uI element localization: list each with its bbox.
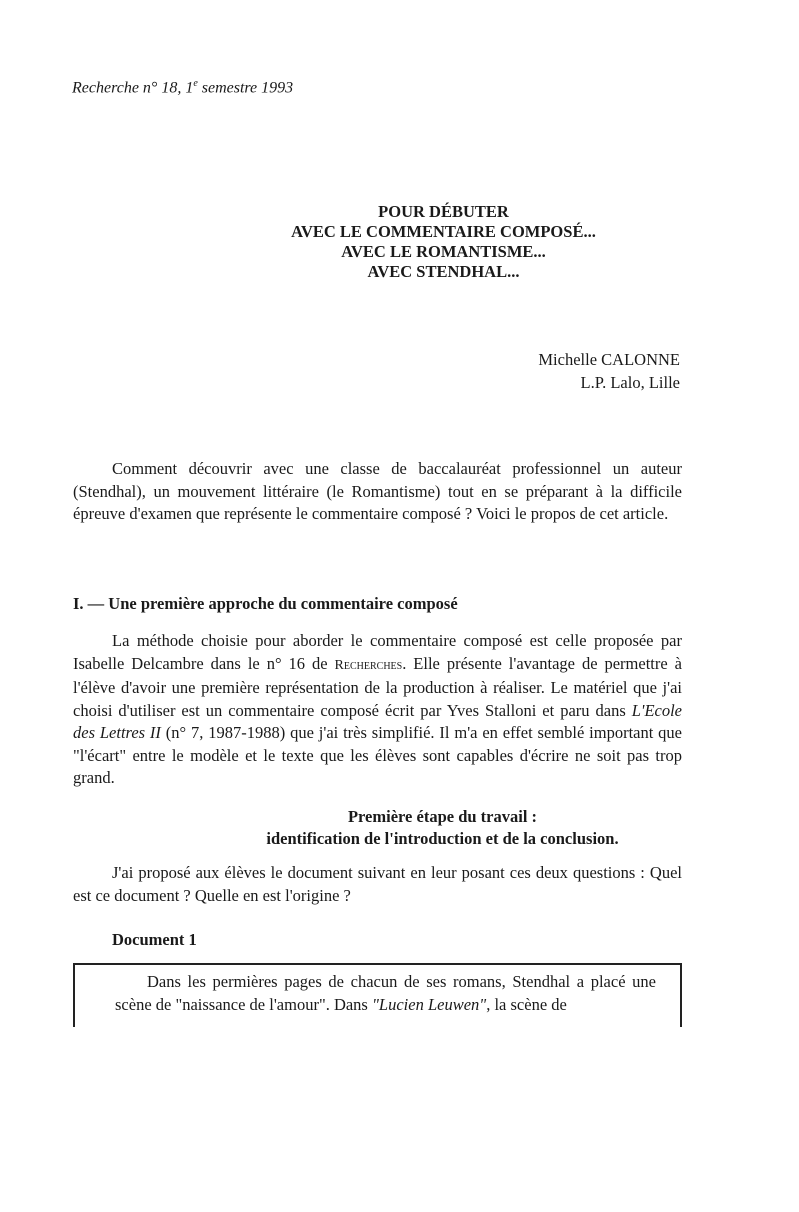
section-paragraph bbox=[73, 630, 682, 790]
paragraph-text: (n° 7, 1987-1988) que j'ai très simplifié. Il m'a en effet semblé important que "l'écart" entre le modèle et le texte que les élèves sont capables d'écrire ne soit pas trop grand. bbox=[73, 723, 682, 787]
article-title bbox=[0, 202, 799, 282]
journal-name: Recherches bbox=[334, 657, 403, 673]
author-affiliation: L.P. Lalo, Lille bbox=[580, 373, 680, 392]
title-line: POUR DÉBUTER bbox=[378, 202, 509, 221]
header-superscript: e bbox=[193, 78, 198, 89]
title-line: AVEC STENDHAL... bbox=[367, 262, 520, 281]
author-block bbox=[538, 348, 680, 394]
title-line: AVEC LE COMMENTAIRE COMPOSÉ... bbox=[291, 222, 596, 241]
author-name: Michelle CALONNE bbox=[538, 350, 680, 369]
novel-title: "Lucien Leuwen" bbox=[371, 994, 487, 1014]
paragraph-text: La méthode choisie pour aborder le commentaire composé est celle proposée par Isabelle Delcambre dans le n° 16 de bbox=[73, 631, 682, 673]
step-heading-line: identification de l'introduction et de la conclusion. bbox=[266, 829, 619, 848]
document-box bbox=[73, 963, 682, 1027]
title-line: AVEC LE ROMANTISME... bbox=[341, 242, 546, 261]
document-text-part: , la scène de bbox=[486, 994, 567, 1014]
step-heading-line: Première étape du travail : bbox=[347, 807, 538, 826]
header-text-end: semestre 1993 bbox=[197, 79, 294, 97]
document-label: Document 1 bbox=[112, 930, 197, 949]
document-text bbox=[115, 971, 656, 1016]
paragraph-text: . Elle présente l'avantage de permettre à l'élève d'avoir une première représentation de la production à réaliser. Le matériel que j'ai choisi d'utiliser est un commentaire composé écrit par Yves Stalloni et paru dans bbox=[73, 653, 682, 720]
intro-paragraph: Comment découvrir avec une classe de baccalauréat professionnel un auteur (Stendhal), un mouvement littéraire (le Romantisme) tout en se préparant à la difficile épreuve d'examen que représente le commentaire composé ? Voici le propos de cet article. bbox=[73, 459, 682, 523]
step-paragraph: J'ai proposé aux élèves le document suivant en leur posant ces deux questions : Quel est ce document ? Quelle en est l'origine ? bbox=[73, 863, 682, 905]
document-text-part: Dans les permières pages de chacun de ses romans, Stendhal a placé une scène de "naissance de l'amour". Dans bbox=[115, 972, 656, 1014]
running-header bbox=[72, 78, 293, 97]
step-heading bbox=[0, 806, 799, 850]
book-title: L'Ecole des Lettres II bbox=[73, 700, 682, 742]
section-heading: I. — Une première approche du commentaire composé bbox=[73, 594, 458, 613]
header-text: Recherche n° 18, 1 bbox=[72, 79, 194, 97]
